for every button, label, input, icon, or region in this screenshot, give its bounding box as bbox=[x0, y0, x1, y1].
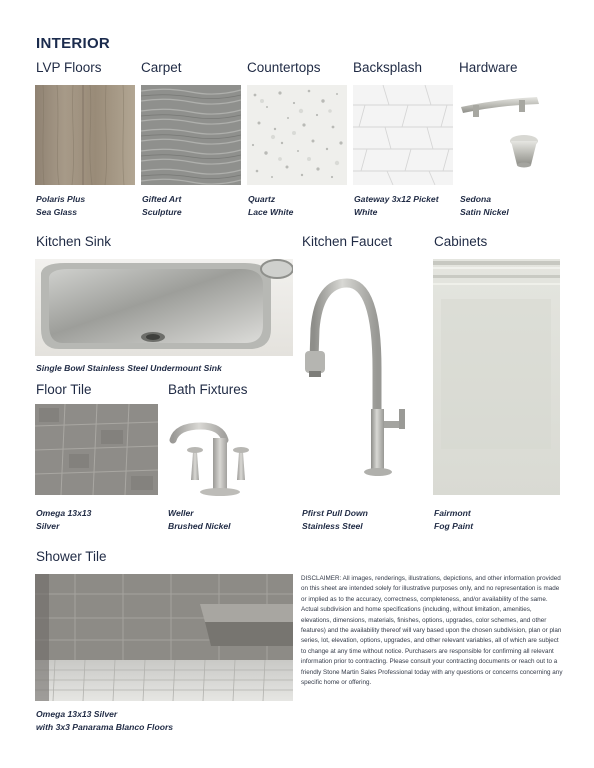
countertops-caption bbox=[248, 193, 293, 219]
floor-tile-color: Silver bbox=[36, 521, 60, 531]
lvp-floors-caption bbox=[36, 193, 85, 219]
bath-fixtures-caption bbox=[168, 507, 231, 533]
backsplash-caption bbox=[354, 193, 439, 219]
kitchen-faucet-caption bbox=[302, 507, 368, 533]
carpet-caption bbox=[142, 193, 182, 219]
kitchen-faucet-heading: Kitchen Faucet bbox=[302, 234, 393, 249]
kitchen-faucet-image bbox=[301, 259, 429, 481]
bath-fixtures-image bbox=[167, 404, 267, 500]
cabinets-swatch bbox=[433, 259, 560, 495]
floor-tile-heading: Floor Tile bbox=[36, 382, 92, 397]
hardware-heading: Hardware bbox=[459, 60, 518, 75]
disclaimer-text: DISCLAIMER: All images, renderings, illustrations, depictions, and other information provided on this sheet are intended solely for illustrative purposes only, and no representation is made or implied as to the accuracy, correctness, completeness, and/or availability of the same. Actual subdivision and home specifications (including, without limitation, amenities, elevations, dimensions, materials, finishes, options, upgrades, color schemes, and other features) and the availability thereof will vary based upon the chosen subdivision, plan or plan series, lot, elevation, options, upgrades, and other relevant variables, all of which are subject to change at any time without notice. Purchasers are responsible for confirming all relevant information prior to contracting. Please consult your contracting documents or reach out to a friendly Stone Martin Sales Professional today with any questions or concerns concerning any specific home or offering. bbox=[301, 575, 563, 687]
cabinets-heading: Cabinets bbox=[434, 234, 488, 249]
hardware-color: Satin Nickel bbox=[460, 207, 509, 217]
shower-tile-caption bbox=[36, 708, 173, 734]
shower-tile-product-name: Omega 13x13 Silver bbox=[36, 709, 118, 719]
kitchen-faucet-finish: Stainless Steel bbox=[302, 521, 363, 531]
cabinets-caption bbox=[434, 507, 473, 533]
kitchen-sink-caption: Single Bowl Stainless Steel Undermount Sink bbox=[36, 363, 222, 373]
carpet-color: Sculpture bbox=[142, 207, 182, 217]
kitchen-faucet-product-name: Pfirst Pull Down bbox=[302, 508, 368, 518]
countertops-swatch bbox=[247, 85, 347, 185]
page-title: INTERIOR bbox=[36, 35, 111, 52]
countertops-color: Lace White bbox=[248, 207, 294, 217]
countertops-heading: Countertops bbox=[247, 60, 321, 75]
kitchen-sink-image bbox=[35, 259, 293, 356]
countertops-product-name: Quartz bbox=[248, 194, 276, 204]
carpet-heading: Carpet bbox=[141, 60, 182, 75]
shower-tile-image bbox=[35, 574, 293, 701]
cabinets-color: Fog Paint bbox=[434, 521, 474, 531]
lvp-floors-color: Sea Glass bbox=[36, 207, 78, 217]
bath-fixtures-product-name: Weller bbox=[168, 508, 194, 518]
bath-fixtures-finish: Brushed Nickel bbox=[168, 521, 231, 531]
hardware-product-name: Sedona bbox=[460, 194, 492, 204]
hardware-swatch bbox=[459, 85, 559, 185]
hardware-caption bbox=[460, 193, 509, 219]
backsplash-swatch bbox=[353, 85, 453, 185]
shower-tile-heading: Shower Tile bbox=[36, 549, 107, 564]
backsplash-product-name: Gateway 3x12 Picket bbox=[354, 194, 439, 204]
floor-tile-swatch bbox=[35, 404, 158, 495]
floor-tile-product-name: Omega 13x13 bbox=[36, 508, 92, 518]
lvp-floors-heading: LVP Floors bbox=[36, 60, 102, 75]
carpet-swatch bbox=[141, 85, 241, 185]
floor-tile-caption bbox=[36, 507, 91, 533]
lvp-floors-product-name: Polaris Plus bbox=[36, 194, 86, 204]
lvp-floors-swatch bbox=[35, 85, 135, 185]
cabinets-product-name: Fairmont bbox=[434, 508, 471, 518]
kitchen-sink-heading: Kitchen Sink bbox=[36, 234, 112, 249]
bath-fixtures-heading: Bath Fixtures bbox=[168, 382, 248, 397]
carpet-product-name: Gifted Art bbox=[142, 194, 182, 204]
backsplash-color: White bbox=[354, 207, 378, 217]
backsplash-heading: Backsplash bbox=[353, 60, 423, 75]
shower-tile-floor: with 3x3 Panarama Blanco Floors bbox=[36, 722, 174, 732]
